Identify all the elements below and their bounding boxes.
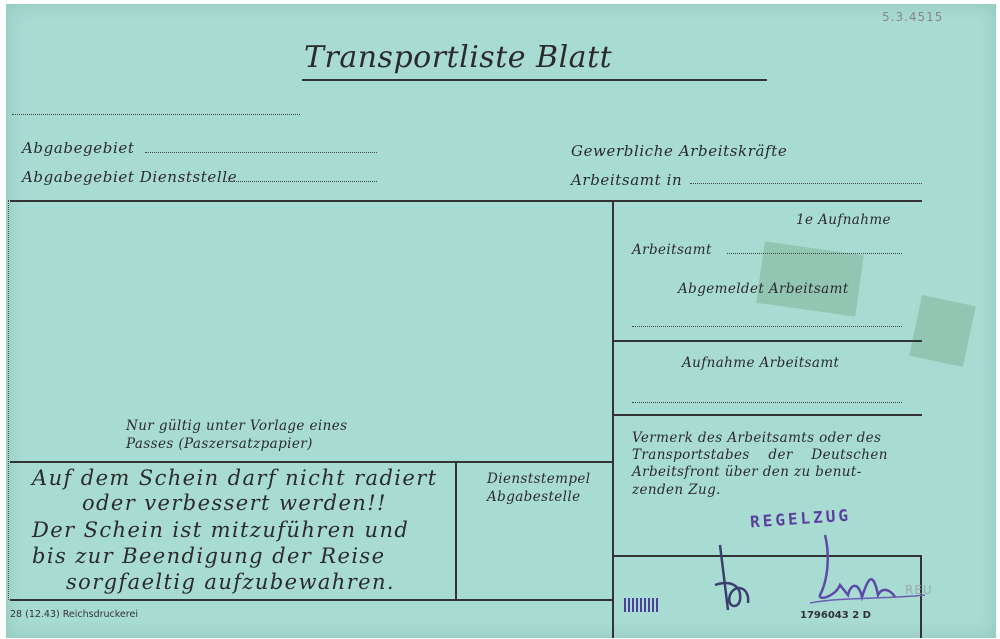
regelzug-stamp: REGELZUG [749,505,852,532]
vermerk-line-3: Arbeitsfront über den zu benut- [632,464,862,480]
lower-box-top-line [10,461,612,463]
arbeitsamt-line [727,253,902,254]
field-dienststelle-label: Abgabegebiet Dienststelle [22,168,238,186]
frame-left-edge [8,200,9,600]
vermerk-line-4: zenden Zug. [632,482,721,498]
abgemeldet-line [632,326,902,327]
vermerk-line-1: Vermerk des Arbeitsamts oder des [632,430,882,446]
aufnahme-arbeitsamt-label: Aufnahme Arbeitsamt [682,355,840,371]
frame-center-divider [612,201,614,638]
archive-number: 5.3.4515 [882,10,944,24]
stamp-box-line-1: Dienststempel [487,471,591,487]
ink-mark [624,598,660,612]
lower-box-divider [455,462,457,600]
frame-top-line [10,200,922,202]
arbeitsamt-label: Arbeitsamt [632,242,712,258]
faint-mark: REU [905,583,933,597]
warning-line-2: oder verbessert werden!! [82,491,387,515]
top-dotted-line [12,114,300,115]
aufnahme-arbeitsamt-line [632,402,902,403]
right-divider-1 [614,340,922,342]
printer-line: 28 (12.43) Reichsdruckerei [10,609,138,620]
field-dienststelle-line [224,181,377,182]
field-arbeitsamt-in-label: Arbeitsamt in [571,171,683,189]
stamp-box-line-2: Abgabestelle [487,489,581,505]
validity-line-2: Passes (Paszersatzpapier) [126,436,313,452]
field-abgabegebiet-line [145,152,377,153]
field-gewerbliche-label: Gewerbliche Arbeitskräfte [571,142,788,160]
warning-line-1: Auf dem Schein darf nicht radiert [32,466,438,490]
lower-box-bottom-line [10,599,612,601]
vermerk-line-2: Transportstabes der Deutschen [632,447,888,463]
signature-scribble [700,525,940,620]
warning-line-5: sorgfaeltig aufzubewahren. [66,570,395,594]
warning-line-4: bis zur Beendigung der Reise [32,544,386,568]
field-abgabegebiet-label: Abgabegebiet [22,139,135,157]
document-title: Transportliste Blatt [304,40,613,75]
aufnahme-label: 1e Aufnahme [796,212,891,228]
field-arbeitsamt-in-line [690,183,922,184]
form-number: 1796043 2 D [800,610,871,621]
right-divider-2 [614,414,922,416]
abgemeldet-label: Abgemeldet Arbeitsamt [678,281,849,297]
warning-line-3: Der Schein ist mitzuführen und [32,518,410,542]
title-underline [302,79,767,81]
validity-line-1: Nur gültig unter Vorlage eines [126,418,348,434]
